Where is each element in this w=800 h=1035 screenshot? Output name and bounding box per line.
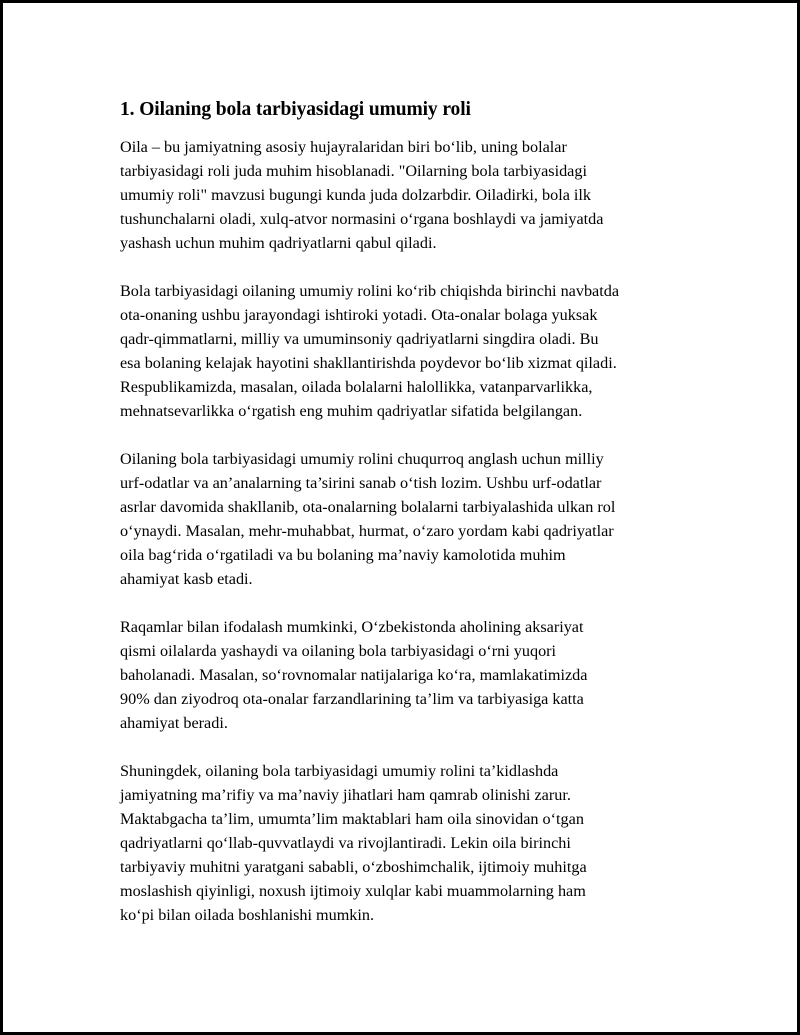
paragraph-4: Raqamlar bilan ifodalash mumkinki, O‘zbekistonda aholining aksariyat qismi oilalarda yashaydi va oilaning bola tarbiyasidagi o‘rni yuqori baholanadi. Masalan, so‘rovnomalar natijalariga ko‘ra, mamlakatimizda 90% dan ziyodroq ota-onalar farzandlarining ta’lim va tarbiyasiga katta ahamiyat beradi.: [120, 618, 588, 732]
paragraph-1: Oila – bu jamiyatning asosiy hujayralaridan biri bo‘lib, uning bolalar tarbiyasidagi roli juda muhim hisoblanadi. "Oilarning bola tarbiyasidagi umumiy roli" mavzusi bugungi kunda juda dolzarbdir. Oiladirki, bola ilk tushunchalarni oladi, xulq-atvor normasini o‘rgana boshlaydi va jamiyatda yashash uchun muhim qadriyatlarni qabul qiladi.: [120, 138, 604, 252]
document-body: [120, 97, 700, 951]
paragraph-3: Oilaning bola tarbiyasidagi umumiy rolini chuqurroq anglash uchun milliy urf-odatlar va an’analarning ta’sirini sanab o‘tish lozim. Ushbu urf-odatlar asrlar davomida shakllanib, ota-onalarning bolalarni tarbiyalashida ulkan rol o‘ynaydi. Masalan, mehr-muhabbat, hurmat, o‘zaro yordam kabi qadriyatlar oila bag‘rida o‘rgatiladi va bu bolaning ma’naviy kamolotida muhim ahamiyat kasb etadi.: [120, 450, 616, 588]
paragraph-5: Shuningdek, oilaning bola tarbiyasidagi umumiy rolini ta’kidlashda jamiyatning ma’rifiy va ma’naviy jihatlari ham qamrab olinishi zarur. Maktabgacha ta’lim, umumta’lim maktablari ham oila sinovidan o‘tgan qadriyatlarni qo‘llab-quvvatlaydi va rivojlantiradi. Lekin oila birinchi tarbiyaviy muhitni yaratgani sababli, o‘zboshimchalik, ijtimoiy muhitga moslashish qiyinligi, noxush ijtimoiy xulqlar kabi muammolarning ham ko‘pi bilan oilada boshlanishi mumkin.: [120, 762, 587, 924]
section-heading: 1. Oilaning bola tarbiyasidagi umumiy roli: [120, 99, 471, 120]
paragraph-2: Bola tarbiyasidagi oilaning umumiy rolini ko‘rib chiqishda birinchi navbatda ota-onaning ushbu jarayondagi ishtiroki yotadi. Ota-onalar bolaga yuksak qadr-qimmatlarni, milliy va umuminsoniy qadriyatlarni singdira oladi. Bu esa bolaning kelajak hayotini shakllantirishda poydevor bo‘lib xizmat qiladi. Respublikamizda, masalan, oilada bolalarni halollikka, vatanparvarlikka, mehnatsevarlikka o‘rgatish eng muhim qadriyatlar sifatida belgilangan.: [120, 282, 620, 420]
